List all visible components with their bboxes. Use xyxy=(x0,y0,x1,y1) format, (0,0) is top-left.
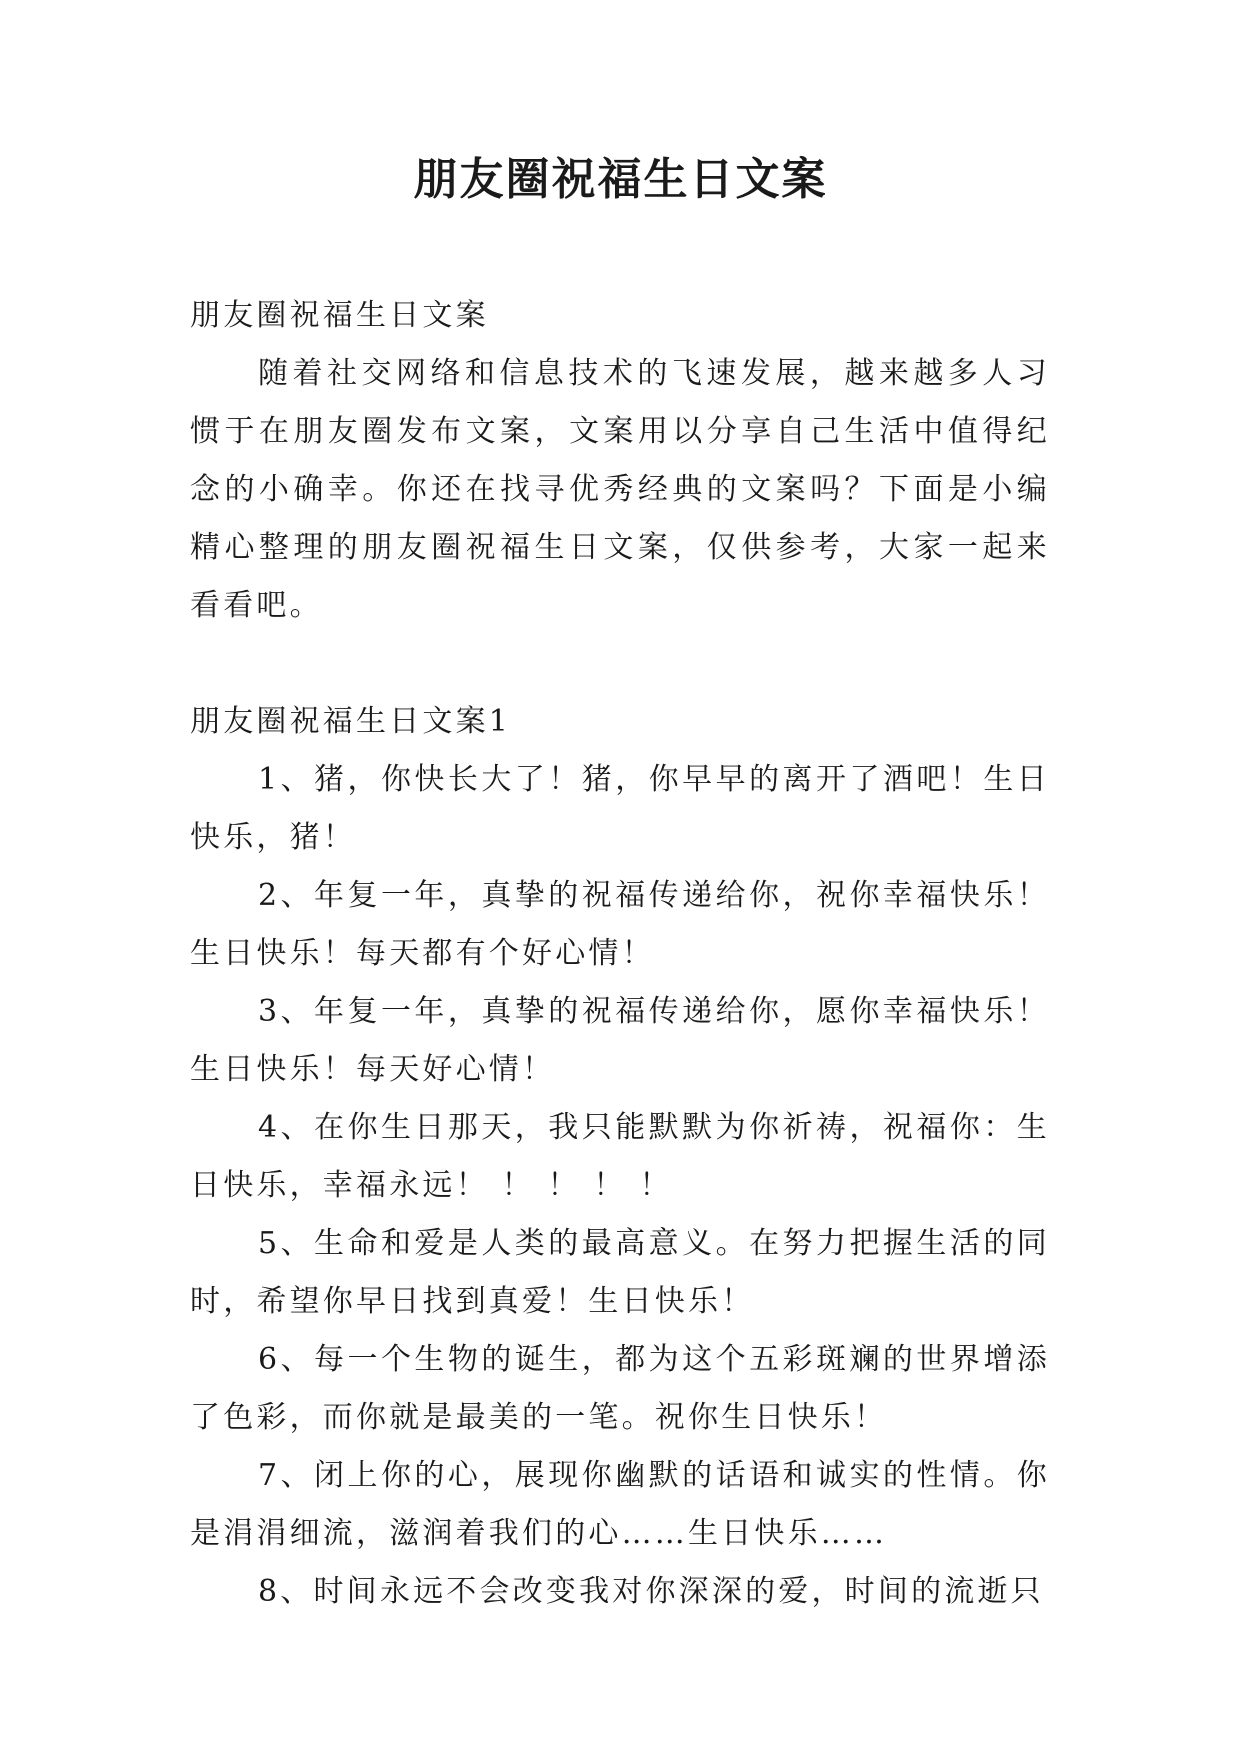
paragraph-spacer xyxy=(190,635,1050,693)
list-item: 1、猪，你快长大了！猪，你早早的离开了酒吧！生日快乐，猪！ xyxy=(190,762,1050,855)
list-item: 6、每一个生物的诞生，都为这个五彩斑斓的世界增添了色彩，而你就是最美的一笔。祝你生日快乐！ xyxy=(190,1342,1050,1435)
section-heading: 朋友圈祝福生日文案1 xyxy=(190,704,512,739)
list-item: 3、年复一年，真挚的祝福传递给你，愿你幸福快乐！生日快乐！每天好心情！ xyxy=(190,994,1050,1087)
subtitle: 朋友圈祝福生日文案 xyxy=(190,298,489,333)
document-body xyxy=(190,287,1050,1621)
list-item: 7、闭上你的心，展现你幽默的话语和诚实的性情。你是涓涓细流，滋润着我们的心……生日快乐…… xyxy=(190,1458,1050,1551)
document-title: 朋友圈祝福生日文案 xyxy=(413,154,828,205)
list-item: 2、年复一年，真挚的祝福传递给你，祝你幸福快乐！生日快乐！每天都有个好心情！ xyxy=(190,878,1050,971)
list-item: 5、生命和爱是人类的最高意义。在努力把握生活的同时，希望你早日找到真爱！生日快乐！ xyxy=(190,1226,1050,1319)
intro-paragraph: 随着社交网络和信息技术的飞速发展，越来越多人习惯于在朋友圈发布文案，文案用以分享自己生活中值得纪念的小确幸。你还在找寻优秀经典的文案吗？下面是小编精心整理的朋友圈祝福生日文案，仅供参考，大家一起来看看吧。 xyxy=(190,356,1050,623)
list-item: 8、时间永远不会改变我对你深深的爱，时间的流逝只 xyxy=(258,1574,1044,1609)
list-item: 4、在你生日那天，我只能默默为你祈祷，祝福你：生日快乐，幸福永远！ ！ ！ ！ ！ xyxy=(190,1110,1050,1203)
